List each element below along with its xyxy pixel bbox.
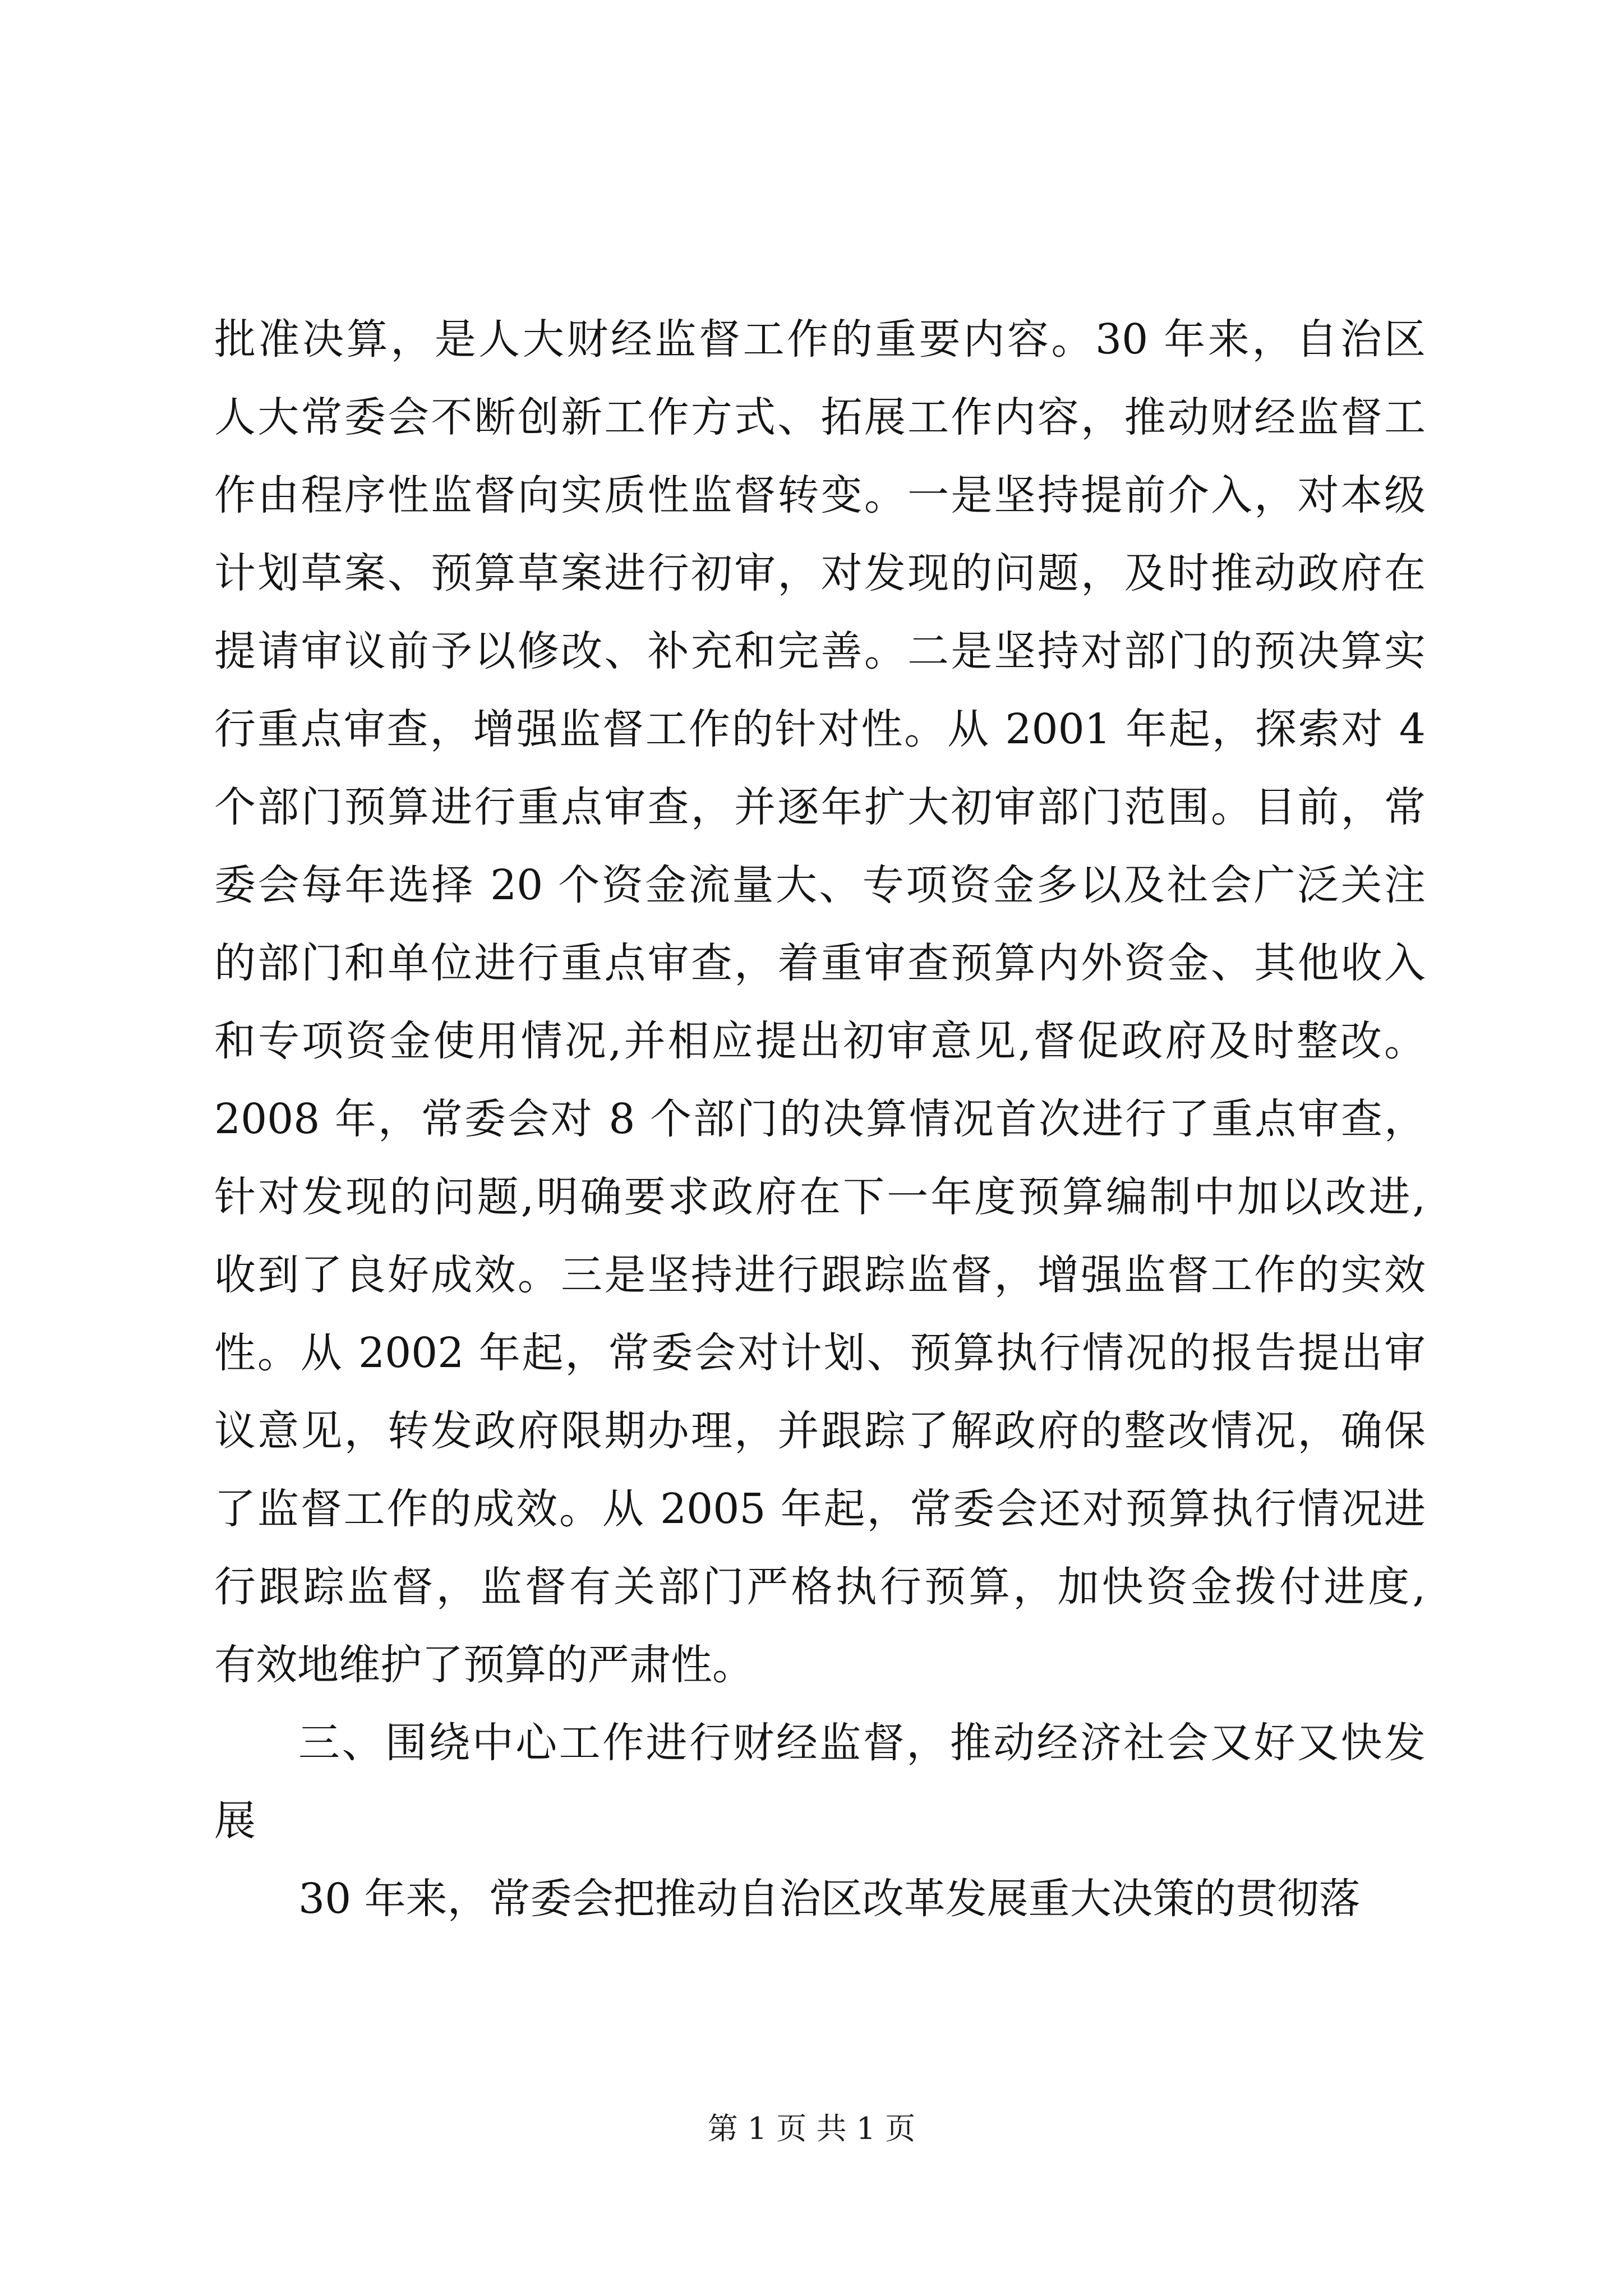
body-text-line: 计划草案、预算草案进行初审，对发现的问题，及时推动政府在 [214, 549, 1426, 597]
body-text-line: 了监督工作的成效。从 2005 年起，常委会还对预算执行情况进 [214, 1485, 1426, 1533]
body-text-line: 批准决算，是人大财经监督工作的重要内容。30 年来，自治区 [214, 315, 1426, 364]
body-text-line: 性。从 2002 年起，常委会对计划、预算执行情况的报告提出审 [214, 1329, 1426, 1377]
body-text-line: 个部门预算进行重点审查，并逐年扩大初审部门范围。目前，常 [214, 783, 1426, 831]
body-text-line: 有效地维护了预算的严肃性。 [214, 1641, 754, 1689]
body-text-line: 提请审议前予以修改、补充和完善。二是坚持对部门的预决算实 [214, 627, 1426, 675]
body-text-line: 和专项资金使用情况,并相应提出初审意见,督促政府及时整改。 [214, 1017, 1426, 1065]
body-text-line: 行跟踪监督，监督有关部门严格执行预算，加快资金拨付进度, [214, 1563, 1426, 1611]
body-text-line: 行重点审查，增强监督工作的针对性。从 2001 年起，探索对 4 [214, 705, 1426, 753]
body-text-line: 的部门和单位进行重点审查，着重审查预算内外资金、其他收入 [214, 939, 1426, 987]
body-text-line: 针对发现的问题,明确要求政府在下一年度预算编制中加以改进, [214, 1173, 1426, 1221]
body-text-line: 人大常委会不断创新工作方式、拓展工作内容，推动财经监督工 [214, 393, 1426, 441]
section-heading-line: 三、围绕中心工作进行财经监督，推动经济社会又好又快发 [298, 1719, 1426, 1767]
page-footer: 第 1 页 共 1 页 [707, 2111, 916, 2146]
section-heading-line: 展 [214, 1797, 256, 1845]
body-text-line: 议意见，转发政府限期办理，并跟踪了解政府的整改情况，确保 [214, 1407, 1426, 1455]
body-text-line: 作由程序性监督向实质性监督转变。一是坚持提前介入，对本级 [214, 471, 1426, 519]
body-text-line: 委会每年选择 20 个资金流量大、专项资金多以及社会广泛关注 [214, 861, 1426, 909]
body-text-line: 30 年来，常委会把推动自治区改革发展重大决策的贯彻落 [298, 1875, 1361, 1923]
body-text-line: 收到了良好成效。三是坚持进行跟踪监督，增强监督工作的实效 [214, 1251, 1426, 1299]
body-text-line: 2008 年，常委会对 8 个部门的决算情况首次进行了重点审查， [214, 1095, 1426, 1143]
